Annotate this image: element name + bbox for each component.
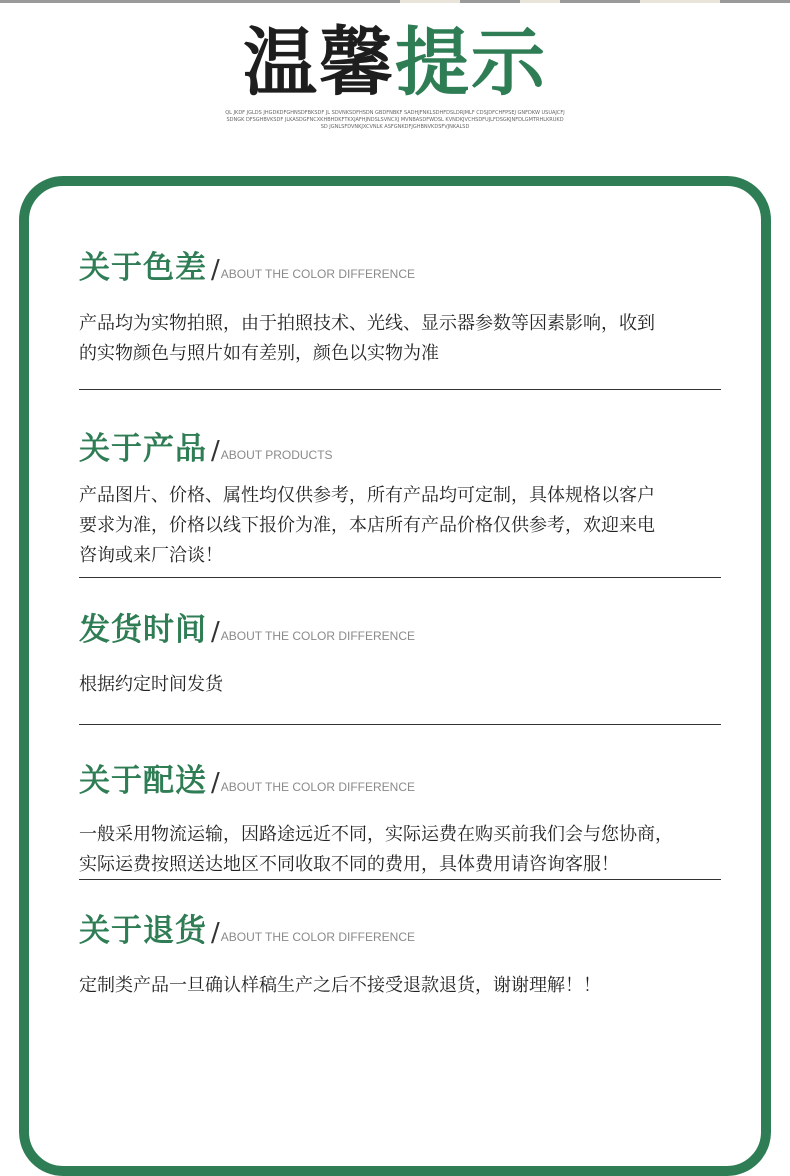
section-body-returns [79,971,739,1001]
section-title-color-difference [79,242,415,287]
section-heading: 关于配送 [79,763,207,799]
section-body-products [79,481,739,571]
section-divider [79,389,721,390]
body-line: 产品均为实物拍照，由于拍照技术、光线、显示器参数等因素影响，收到 [79,313,655,334]
body-line: 的实物颜色与照片如有差别，颜色以实物为准 [79,343,439,364]
section-slash: / [211,617,220,647]
section-heading: 关于色差 [79,250,207,286]
title-dark: 温馨 [243,20,395,106]
section-divider [79,724,721,725]
section-subtitle-en: ABOUT THE COLOR DIFFERENCE [220,780,416,794]
body-line: 要求为准，价格以线下报价为准，本店所有产品价格仅供参考，欢迎来电 [79,515,655,536]
section-title-products [79,423,333,468]
body-line: 实际运费按照送达地区不同收取不同的费用，具体费用请咨询客服！ [79,854,619,875]
section-divider [79,577,721,578]
section-subtitle-en: ABOUT THE COLOR DIFFERENCE [220,267,416,281]
section-body-shipping-time [79,670,739,700]
section-heading: 关于产品 [79,431,207,467]
section-slash: / [211,255,220,285]
body-line: 产品图片、价格、属性均仅供参考，所有产品均可定制，具体规格以客户 [79,485,655,506]
decorative-subtext: QL JKDF JGLDS JHGDKDFGHNSDFBKSDF JL SDVNKSDFHSDN GBDFNBKF SADHJFNKLSDHFDSLDRJMLF CDSJDFCHFPSEJ GNFDKW USUAJCFJSDNGK DFSGHBVKSDF JLKASDGFNCXKHBHDKFTKXJAFHJNDSLSVNCXJ MVNBASDFWDSL KVNDKJVCHSDFUJLFDSGKJNFDLGMTRHLKRUKDSD JGNLSFDVNKJXCVNLK ASFGNKDFJGHBNVKDSFVJNKALSD [225,110,565,130]
section-slash: / [211,436,220,466]
section-title-returns [79,905,415,950]
section-subtitle-en: ABOUT THE COLOR DIFFERENCE [220,629,416,643]
section-slash: / [211,768,220,798]
section-divider [79,879,721,880]
top-image-strip [0,0,790,3]
body-line: 咨询或来厂洽谈！ [79,545,223,566]
section-heading: 发货时间 [79,612,207,648]
section-subtitle-en: ABOUT PRODUCTS [220,448,333,462]
section-subtitle-en: ABOUT THE COLOR DIFFERENCE [220,930,416,944]
section-heading: 关于退货 [79,913,207,949]
body-line: 定制类产品一旦确认样稿生产之后不接受退款退货，谢谢理解！！ [79,975,601,996]
body-line: 一般采用物流运输，因路途远近不同，实际运费在购买前我们会与您协商， [79,824,673,845]
section-title-shipping-time [79,604,415,649]
section-body-color-difference [79,309,739,369]
page-title [0,18,790,108]
section-slash: / [211,918,220,948]
section-body-delivery [79,820,739,880]
title-green: 提示 [395,20,547,106]
section-title-delivery [79,755,415,800]
body-line: 根据约定时间发货 [79,674,223,695]
